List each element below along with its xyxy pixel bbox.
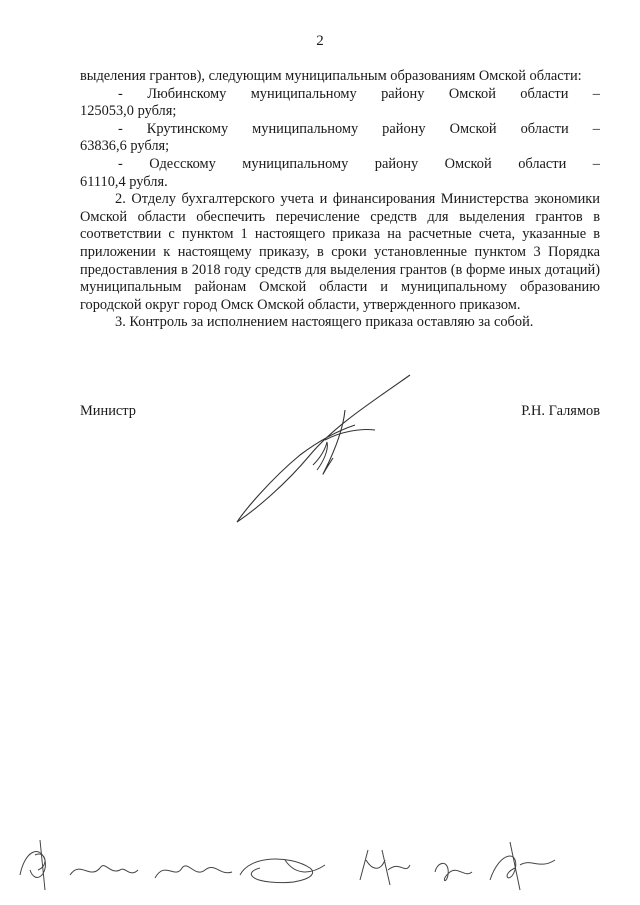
- recipient-dash: -: [118, 85, 123, 102]
- recipient-word: –: [592, 85, 600, 102]
- recipient-word: области: [520, 120, 569, 137]
- document-body: [80, 68, 600, 332]
- signatory-name: Р.Н. Галямов: [521, 403, 600, 419]
- recipient-word: Одесскому: [149, 155, 216, 172]
- paragraph-3: 3. Контроль за исполнением настоящего приказа оставляю за собой.: [115, 314, 534, 331]
- recipient-word: Омской: [448, 85, 496, 102]
- handwritten-signature: [225, 370, 425, 530]
- page-number: 2: [316, 33, 324, 49]
- approval-initials: [10, 830, 570, 900]
- recipient-word: району: [381, 85, 425, 102]
- recipient-word: муниципальному: [250, 85, 357, 102]
- recipient-item: [80, 156, 600, 191]
- recipient-word: муниципальному: [242, 155, 349, 172]
- recipient-amount: 61110,4 рубля.: [80, 173, 168, 190]
- recipient-word: Омской: [449, 120, 497, 137]
- recipient-item: [80, 86, 600, 121]
- recipient-line: [80, 86, 600, 104]
- recipient-word: Любинскому: [147, 85, 227, 102]
- recipient-line: [80, 156, 600, 174]
- recipient-word: району: [374, 155, 419, 172]
- recipient-word: области: [518, 155, 567, 172]
- paragraph-2: 2. Отделу бухгалтерского учета и финансирования Министерства экономики Омской области обеспечить перечисление средств для выделения грантов в соответствии с пунктом 1 настоящего приказа на расчетные счета, указанные в приложении к настоящему приказу, в сроки установленные пунктом 3 Порядка предоставления в 2018 году средств для выделения грантов (в форме иных дотаций) муниципальным районам Омской области и муниципальному образованию городской округ город Омск Омской области, утвержденного приказом.: [80, 191, 600, 313]
- recipient-dash: -: [118, 155, 123, 172]
- recipient-word: Крутинскому: [146, 120, 229, 137]
- recipient-line: [80, 121, 600, 139]
- signatory-position: Министр: [80, 403, 136, 419]
- recipient-word: –: [592, 155, 600, 172]
- intro-paragraph: выделения грантов), следующим муниципальным образованиям Омской области:: [80, 68, 582, 84]
- recipient-word: области: [520, 85, 569, 102]
- recipient-amount: 63836,6 рубля;: [80, 138, 170, 155]
- recipient-dash: -: [118, 120, 123, 137]
- recipient-word: –: [592, 120, 600, 137]
- recipient-word: району: [382, 120, 426, 137]
- recipient-item: [80, 121, 600, 156]
- recipient-amount: 125053,0 рубля;: [80, 103, 177, 120]
- recipient-word: Омской: [444, 155, 492, 172]
- recipient-word: муниципальному: [252, 120, 359, 137]
